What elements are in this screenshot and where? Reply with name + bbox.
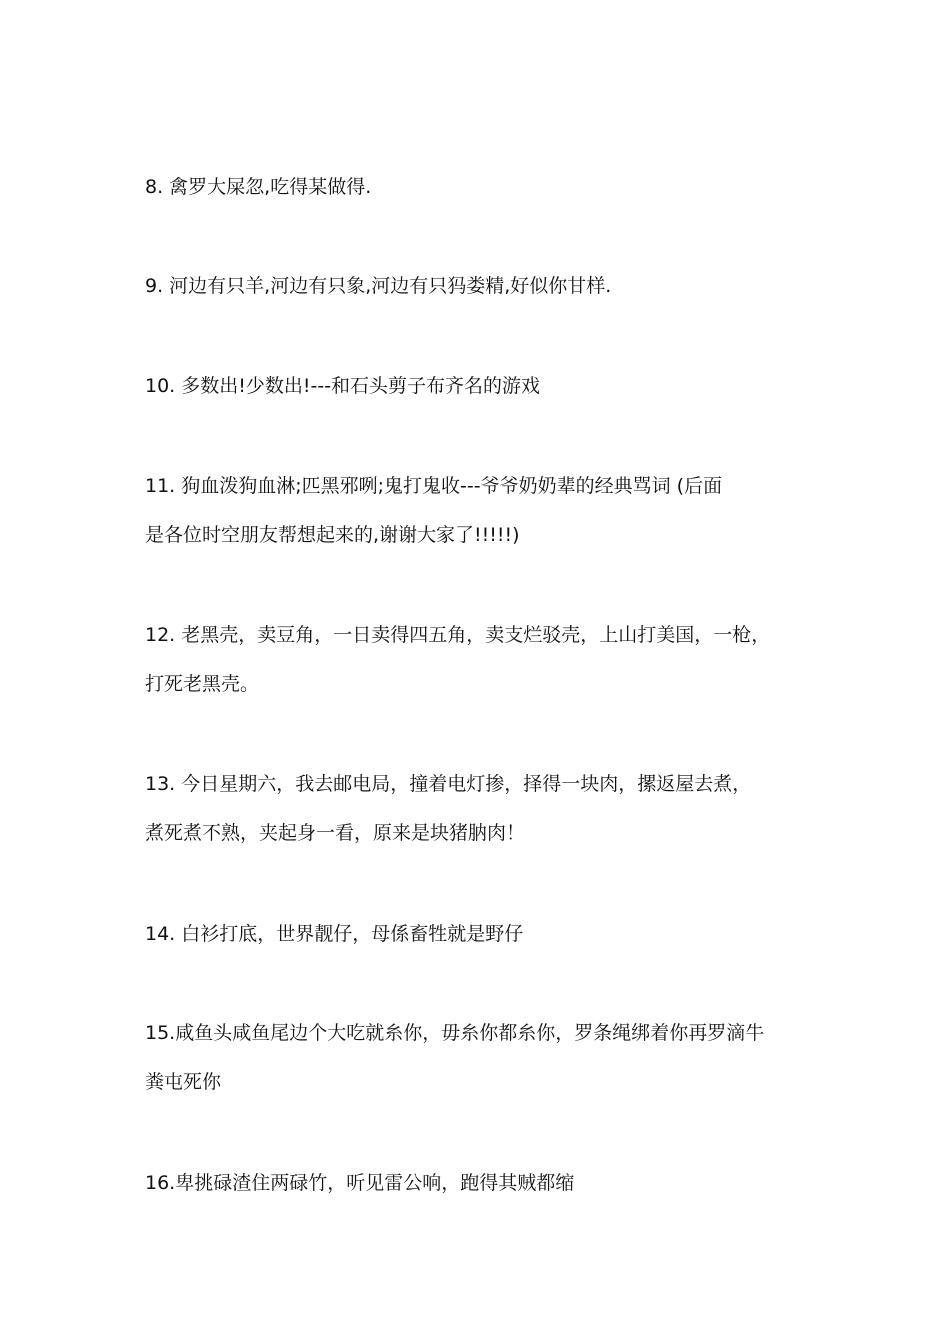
list-item [145, 760, 825, 858]
item-line: 13. 今日星期六，我去邮电局，撞着电灯掺，择得一块肉，摞返屋去煮， [145, 773, 752, 795]
list-item [145, 910, 825, 959]
list-item [145, 362, 825, 411]
item-line: 打死老黑壳。 [145, 673, 260, 695]
list-item [145, 611, 825, 709]
item-line: 15.咸鱼头咸鱼尾边个大吃就糸你，毋糸你都糸你，罗条绳绑着你再罗滴牛 [145, 1022, 765, 1044]
item-line: 是各位时空朋友帮想起来的,谢谢大家了!!!!!) [145, 524, 520, 546]
list-item [145, 1009, 825, 1107]
item-line: 12. 老黑壳，卖豆角，一日卖得四五角，卖支烂驳壳，上山打美国，一枪， [145, 624, 771, 646]
list-item [145, 262, 825, 311]
item-line: 16.卑挑碌渣住两碌竹，听见雷公响，跑得其贼都缩 [145, 1172, 575, 1194]
list-item [145, 1159, 825, 1208]
item-line: 8. 禽罗大屎忽,吃得某做得. [145, 176, 372, 198]
list-item [145, 462, 825, 560]
list-item [145, 163, 825, 212]
item-line: 9. 河边有只羊,河边有只象,河边有只犸娄精,好似你甘样. [145, 275, 612, 297]
item-line: 14. 白衫打底，世界靓仔，母係畜牲就是野仔 [145, 923, 524, 945]
item-line: 粪屯死你 [145, 1071, 222, 1093]
item-line: 10. 多数出!少数出!---和石头剪子布齐名的游戏 [145, 375, 541, 397]
item-line: 11. 狗血泼狗血淋;匹黑邪咧;鬼打鬼收---爷爷奶奶辈的经典骂词 (后面 [145, 475, 723, 497]
item-line: 煮死煮不熟，夹起身一看，原来是块猪肭肉！ [145, 822, 526, 844]
